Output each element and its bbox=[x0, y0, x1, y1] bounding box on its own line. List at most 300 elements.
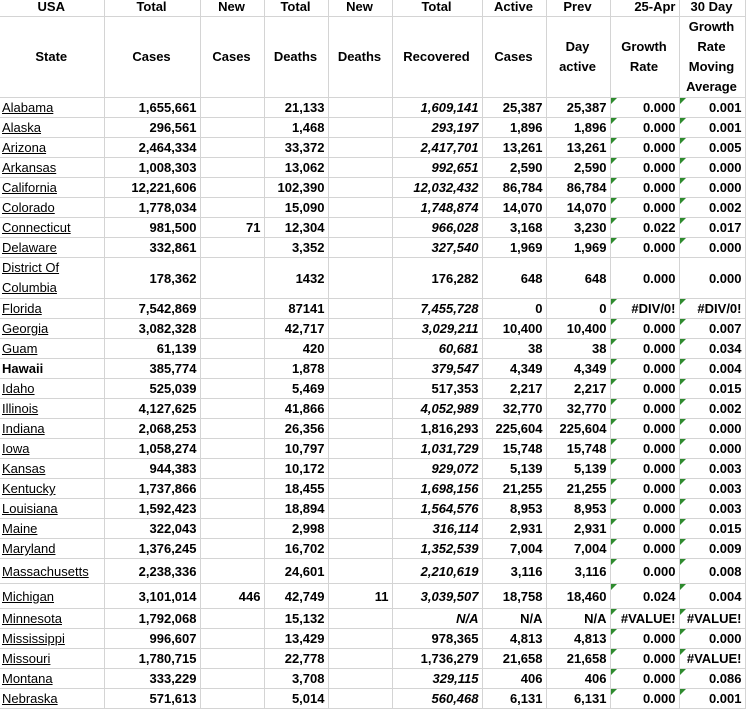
total-cases-cell[interactable]: 12,221,606 bbox=[104, 178, 200, 198]
active-cases-cell[interactable]: 4,813 bbox=[482, 629, 546, 649]
new-deaths-cell[interactable] bbox=[328, 238, 392, 258]
growth-rate-cell[interactable]: 0.000 bbox=[610, 118, 679, 138]
total-deaths-cell[interactable]: 10,797 bbox=[264, 439, 328, 459]
total-deaths-cell[interactable]: 420 bbox=[264, 339, 328, 359]
moving-average-cell[interactable]: 0.003 bbox=[679, 459, 745, 479]
moving-average-cell[interactable]: 0.000 bbox=[679, 158, 745, 178]
new-deaths-cell[interactable] bbox=[328, 519, 392, 539]
total-deaths-cell[interactable]: 24,601 bbox=[264, 559, 328, 584]
new-deaths-cell[interactable] bbox=[328, 459, 392, 479]
growth-rate-cell[interactable]: 0.022 bbox=[610, 218, 679, 238]
recovered-cell[interactable]: 929,072 bbox=[392, 459, 482, 479]
new-cases-cell[interactable] bbox=[200, 178, 264, 198]
total-deaths-cell[interactable]: 41,866 bbox=[264, 399, 328, 419]
growth-rate-cell[interactable]: 0.000 bbox=[610, 419, 679, 439]
moving-average-cell[interactable]: 0.008 bbox=[679, 559, 745, 584]
moving-average-cell[interactable]: 0.015 bbox=[679, 379, 745, 399]
state-name-cell[interactable]: Idaho bbox=[0, 379, 104, 399]
moving-average-cell[interactable]: 0.007 bbox=[679, 319, 745, 339]
recovered-cell[interactable]: 329,115 bbox=[392, 669, 482, 689]
new-cases-cell[interactable] bbox=[200, 459, 264, 479]
new-deaths-cell[interactable] bbox=[328, 138, 392, 158]
new-cases-cell[interactable] bbox=[200, 629, 264, 649]
growth-rate-cell[interactable]: 0.000 bbox=[610, 238, 679, 258]
total-cases-cell[interactable]: 2,068,253 bbox=[104, 419, 200, 439]
header-cell[interactable]: Total bbox=[392, 0, 482, 17]
moving-average-cell[interactable]: 0.009 bbox=[679, 539, 745, 559]
active-cases-cell[interactable]: 21,255 bbox=[482, 479, 546, 499]
active-cases-cell[interactable]: 15,748 bbox=[482, 439, 546, 459]
total-cases-cell[interactable]: 178,362 bbox=[104, 258, 200, 299]
recovered-cell[interactable]: 293,197 bbox=[392, 118, 482, 138]
recovered-cell[interactable]: 1,816,293 bbox=[392, 419, 482, 439]
new-deaths-cell[interactable] bbox=[328, 419, 392, 439]
total-deaths-cell[interactable]: 102,390 bbox=[264, 178, 328, 198]
total-deaths-cell[interactable]: 15,090 bbox=[264, 198, 328, 218]
prev-day-active-cell[interactable]: 6,131 bbox=[546, 689, 610, 709]
total-cases-cell[interactable]: 1,058,274 bbox=[104, 439, 200, 459]
moving-average-cell[interactable]: 0.000 bbox=[679, 238, 745, 258]
moving-average-cell[interactable]: 0.086 bbox=[679, 669, 745, 689]
active-cases-cell[interactable]: 10,400 bbox=[482, 319, 546, 339]
growth-rate-cell[interactable]: 0.000 bbox=[610, 379, 679, 399]
moving-average-cell[interactable]: 0.004 bbox=[679, 359, 745, 379]
total-cases-cell[interactable]: 981,500 bbox=[104, 218, 200, 238]
prev-day-active-cell[interactable]: 86,784 bbox=[546, 178, 610, 198]
header-cell[interactable]: Deaths bbox=[328, 17, 392, 98]
prev-day-active-cell[interactable]: 2,931 bbox=[546, 519, 610, 539]
total-deaths-cell[interactable]: 22,778 bbox=[264, 649, 328, 669]
total-deaths-cell[interactable]: 3,708 bbox=[264, 669, 328, 689]
total-deaths-cell[interactable]: 16,702 bbox=[264, 539, 328, 559]
new-cases-cell[interactable] bbox=[200, 609, 264, 629]
prev-day-active-cell[interactable]: 1,896 bbox=[546, 118, 610, 138]
moving-average-cell[interactable]: 0.001 bbox=[679, 118, 745, 138]
new-deaths-cell[interactable] bbox=[328, 339, 392, 359]
active-cases-cell[interactable]: 8,953 bbox=[482, 499, 546, 519]
recovered-cell[interactable]: 1,352,539 bbox=[392, 539, 482, 559]
new-cases-cell[interactable] bbox=[200, 359, 264, 379]
state-name-cell[interactable]: Maine bbox=[0, 519, 104, 539]
total-deaths-cell[interactable]: 3,352 bbox=[264, 238, 328, 258]
moving-average-cell[interactable]: 0.002 bbox=[679, 198, 745, 218]
growth-rate-cell[interactable]: 0.000 bbox=[610, 158, 679, 178]
new-deaths-cell[interactable] bbox=[328, 689, 392, 709]
new-deaths-cell[interactable] bbox=[328, 669, 392, 689]
state-name-cell[interactable]: Hawaii bbox=[0, 359, 104, 379]
prev-day-active-cell[interactable]: 406 bbox=[546, 669, 610, 689]
total-cases-cell[interactable]: 1,737,866 bbox=[104, 479, 200, 499]
total-deaths-cell[interactable]: 1432 bbox=[264, 258, 328, 299]
prev-day-active-cell[interactable]: 14,070 bbox=[546, 198, 610, 218]
new-cases-cell[interactable] bbox=[200, 319, 264, 339]
total-cases-cell[interactable]: 2,238,336 bbox=[104, 559, 200, 584]
state-name-cell[interactable]: Indiana bbox=[0, 419, 104, 439]
total-deaths-cell[interactable]: 5,014 bbox=[264, 689, 328, 709]
active-cases-cell[interactable]: 3,168 bbox=[482, 218, 546, 238]
header-cell[interactable]: 25-Apr bbox=[610, 0, 679, 17]
recovered-cell[interactable]: 1,564,576 bbox=[392, 499, 482, 519]
prev-day-active-cell[interactable]: N/A bbox=[546, 609, 610, 629]
total-deaths-cell[interactable]: 42,749 bbox=[264, 584, 328, 609]
moving-average-cell[interactable]: 0.000 bbox=[679, 629, 745, 649]
moving-average-cell[interactable]: 0.017 bbox=[679, 218, 745, 238]
moving-average-cell[interactable]: #VALUE! bbox=[679, 649, 745, 669]
total-deaths-cell[interactable]: 12,304 bbox=[264, 218, 328, 238]
moving-average-cell[interactable]: 0.000 bbox=[679, 178, 745, 198]
new-deaths-cell[interactable] bbox=[328, 629, 392, 649]
growth-rate-cell[interactable]: 0.000 bbox=[610, 359, 679, 379]
active-cases-cell[interactable]: 25,387 bbox=[482, 98, 546, 118]
recovered-cell[interactable]: 3,029,211 bbox=[392, 319, 482, 339]
new-deaths-cell[interactable] bbox=[328, 559, 392, 584]
prev-day-active-cell[interactable]: 25,387 bbox=[546, 98, 610, 118]
moving-average-cell[interactable]: 0.000 bbox=[679, 439, 745, 459]
prev-day-active-cell[interactable]: 2,590 bbox=[546, 158, 610, 178]
new-cases-cell[interactable] bbox=[200, 539, 264, 559]
total-cases-cell[interactable]: 333,229 bbox=[104, 669, 200, 689]
recovered-cell[interactable]: 966,028 bbox=[392, 218, 482, 238]
active-cases-cell[interactable]: 7,004 bbox=[482, 539, 546, 559]
total-deaths-cell[interactable]: 10,172 bbox=[264, 459, 328, 479]
header-cell[interactable]: Cases bbox=[104, 17, 200, 98]
growth-rate-cell[interactable]: 0.000 bbox=[610, 198, 679, 218]
state-name-cell[interactable]: Missouri bbox=[0, 649, 104, 669]
header-cell[interactable]: 30 Day bbox=[679, 0, 745, 17]
header-cell[interactable]: Day active bbox=[546, 17, 610, 98]
total-deaths-cell[interactable]: 13,062 bbox=[264, 158, 328, 178]
recovered-cell[interactable]: 1,736,279 bbox=[392, 649, 482, 669]
total-deaths-cell[interactable]: 87141 bbox=[264, 299, 328, 319]
prev-day-active-cell[interactable]: 0 bbox=[546, 299, 610, 319]
recovered-cell[interactable]: 1,031,729 bbox=[392, 439, 482, 459]
total-cases-cell[interactable]: 1,592,423 bbox=[104, 499, 200, 519]
state-name-cell[interactable]: Michigan bbox=[0, 584, 104, 609]
recovered-cell[interactable]: 379,547 bbox=[392, 359, 482, 379]
new-cases-cell[interactable] bbox=[200, 689, 264, 709]
state-name-cell[interactable]: Colorado bbox=[0, 198, 104, 218]
recovered-cell[interactable]: 560,468 bbox=[392, 689, 482, 709]
total-cases-cell[interactable]: 1,792,068 bbox=[104, 609, 200, 629]
header-cell[interactable]: Cases bbox=[200, 17, 264, 98]
active-cases-cell[interactable]: 3,116 bbox=[482, 559, 546, 584]
new-deaths-cell[interactable] bbox=[328, 178, 392, 198]
total-deaths-cell[interactable]: 13,429 bbox=[264, 629, 328, 649]
new-cases-cell[interactable] bbox=[200, 419, 264, 439]
header-cell[interactable]: New bbox=[328, 0, 392, 17]
active-cases-cell[interactable]: 2,217 bbox=[482, 379, 546, 399]
active-cases-cell[interactable]: 2,931 bbox=[482, 519, 546, 539]
new-cases-cell[interactable] bbox=[200, 98, 264, 118]
total-deaths-cell[interactable]: 21,133 bbox=[264, 98, 328, 118]
new-deaths-cell[interactable]: 11 bbox=[328, 584, 392, 609]
total-deaths-cell[interactable]: 2,998 bbox=[264, 519, 328, 539]
active-cases-cell[interactable]: 5,139 bbox=[482, 459, 546, 479]
growth-rate-cell[interactable]: #VALUE! bbox=[610, 609, 679, 629]
moving-average-cell[interactable]: #DIV/0! bbox=[679, 299, 745, 319]
new-cases-cell[interactable] bbox=[200, 439, 264, 459]
header-cell[interactable]: Active bbox=[482, 0, 546, 17]
growth-rate-cell[interactable]: 0.000 bbox=[610, 559, 679, 584]
total-cases-cell[interactable]: 3,082,328 bbox=[104, 319, 200, 339]
new-deaths-cell[interactable] bbox=[328, 198, 392, 218]
recovered-cell[interactable]: 7,455,728 bbox=[392, 299, 482, 319]
recovered-cell[interactable]: 12,032,432 bbox=[392, 178, 482, 198]
state-name-cell[interactable]: Kentucky bbox=[0, 479, 104, 499]
total-deaths-cell[interactable]: 1,468 bbox=[264, 118, 328, 138]
state-name-cell[interactable]: Alaska bbox=[0, 118, 104, 138]
growth-rate-cell[interactable]: 0.000 bbox=[610, 689, 679, 709]
growth-rate-cell[interactable]: 0.000 bbox=[610, 399, 679, 419]
header-cell[interactable]: Total bbox=[104, 0, 200, 17]
new-deaths-cell[interactable] bbox=[328, 649, 392, 669]
state-name-cell[interactable]: Delaware bbox=[0, 238, 104, 258]
growth-rate-cell[interactable]: 0.000 bbox=[610, 669, 679, 689]
new-deaths-cell[interactable] bbox=[328, 118, 392, 138]
moving-average-cell[interactable]: 0.005 bbox=[679, 138, 745, 158]
active-cases-cell[interactable]: 21,658 bbox=[482, 649, 546, 669]
state-name-cell[interactable]: Maryland bbox=[0, 539, 104, 559]
active-cases-cell[interactable]: 0 bbox=[482, 299, 546, 319]
new-cases-cell[interactable] bbox=[200, 669, 264, 689]
growth-rate-cell[interactable]: 0.000 bbox=[610, 319, 679, 339]
prev-day-active-cell[interactable]: 18,460 bbox=[546, 584, 610, 609]
growth-rate-cell[interactable]: 0.000 bbox=[610, 629, 679, 649]
total-cases-cell[interactable]: 1,780,715 bbox=[104, 649, 200, 669]
active-cases-cell[interactable]: 18,758 bbox=[482, 584, 546, 609]
state-name-cell[interactable]: Montana bbox=[0, 669, 104, 689]
new-cases-cell[interactable]: 71 bbox=[200, 218, 264, 238]
total-cases-cell[interactable]: 1,778,034 bbox=[104, 198, 200, 218]
growth-rate-cell[interactable]: 0.000 bbox=[610, 459, 679, 479]
new-deaths-cell[interactable] bbox=[328, 319, 392, 339]
state-name-cell[interactable]: Illinois bbox=[0, 399, 104, 419]
active-cases-cell[interactable]: 86,784 bbox=[482, 178, 546, 198]
total-cases-cell[interactable]: 2,464,334 bbox=[104, 138, 200, 158]
state-name-cell[interactable]: Alabama bbox=[0, 98, 104, 118]
new-cases-cell[interactable] bbox=[200, 198, 264, 218]
new-deaths-cell[interactable] bbox=[328, 158, 392, 178]
state-name-cell[interactable]: Massachusetts bbox=[0, 559, 104, 584]
moving-average-cell[interactable]: 0.002 bbox=[679, 399, 745, 419]
growth-rate-cell[interactable]: 0.000 bbox=[610, 439, 679, 459]
new-deaths-cell[interactable] bbox=[328, 299, 392, 319]
active-cases-cell[interactable]: 225,604 bbox=[482, 419, 546, 439]
recovered-cell[interactable]: 327,540 bbox=[392, 238, 482, 258]
state-name-cell[interactable]: Louisiana bbox=[0, 499, 104, 519]
active-cases-cell[interactable]: 406 bbox=[482, 669, 546, 689]
growth-rate-cell[interactable]: 0.000 bbox=[610, 258, 679, 299]
total-cases-cell[interactable]: 7,542,869 bbox=[104, 299, 200, 319]
new-cases-cell[interactable] bbox=[200, 258, 264, 299]
total-cases-cell[interactable]: 61,139 bbox=[104, 339, 200, 359]
total-cases-cell[interactable]: 571,613 bbox=[104, 689, 200, 709]
total-deaths-cell[interactable]: 33,372 bbox=[264, 138, 328, 158]
prev-day-active-cell[interactable]: 21,658 bbox=[546, 649, 610, 669]
state-name-cell[interactable]: District Of Columbia bbox=[0, 258, 104, 299]
total-deaths-cell[interactable]: 15,132 bbox=[264, 609, 328, 629]
header-cell[interactable]: Recovered bbox=[392, 17, 482, 98]
new-deaths-cell[interactable] bbox=[328, 439, 392, 459]
prev-day-active-cell[interactable]: 15,748 bbox=[546, 439, 610, 459]
new-deaths-cell[interactable] bbox=[328, 399, 392, 419]
growth-rate-cell[interactable]: 0.000 bbox=[610, 178, 679, 198]
growth-rate-cell[interactable]: 0.000 bbox=[610, 519, 679, 539]
prev-day-active-cell[interactable]: 13,261 bbox=[546, 138, 610, 158]
prev-day-active-cell[interactable]: 4,813 bbox=[546, 629, 610, 649]
recovered-cell[interactable]: 1,748,874 bbox=[392, 198, 482, 218]
header-cell[interactable]: Cases bbox=[482, 17, 546, 98]
growth-rate-cell[interactable]: 0.000 bbox=[610, 499, 679, 519]
new-cases-cell[interactable] bbox=[200, 399, 264, 419]
active-cases-cell[interactable]: 6,131 bbox=[482, 689, 546, 709]
recovered-cell[interactable]: 316,114 bbox=[392, 519, 482, 539]
recovered-cell[interactable]: 1,609,141 bbox=[392, 98, 482, 118]
moving-average-cell[interactable]: 0.003 bbox=[679, 499, 745, 519]
total-cases-cell[interactable]: 944,383 bbox=[104, 459, 200, 479]
new-cases-cell[interactable] bbox=[200, 499, 264, 519]
recovered-cell[interactable]: 60,681 bbox=[392, 339, 482, 359]
active-cases-cell[interactable]: 38 bbox=[482, 339, 546, 359]
growth-rate-cell[interactable]: 0.000 bbox=[610, 339, 679, 359]
state-name-cell[interactable]: Guam bbox=[0, 339, 104, 359]
recovered-cell[interactable]: 1,698,156 bbox=[392, 479, 482, 499]
state-name-cell[interactable]: Arkansas bbox=[0, 158, 104, 178]
recovered-cell[interactable]: 517,353 bbox=[392, 379, 482, 399]
recovered-cell[interactable]: 3,039,507 bbox=[392, 584, 482, 609]
new-cases-cell[interactable] bbox=[200, 559, 264, 584]
prev-day-active-cell[interactable]: 21,255 bbox=[546, 479, 610, 499]
header-cell[interactable]: New bbox=[200, 0, 264, 17]
state-name-cell[interactable]: California bbox=[0, 178, 104, 198]
total-deaths-cell[interactable]: 18,455 bbox=[264, 479, 328, 499]
prev-day-active-cell[interactable]: 7,004 bbox=[546, 539, 610, 559]
header-cell[interactable]: USA bbox=[0, 0, 104, 17]
recovered-cell[interactable]: 992,651 bbox=[392, 158, 482, 178]
moving-average-cell[interactable]: 0.004 bbox=[679, 584, 745, 609]
state-name-cell[interactable]: Minnesota bbox=[0, 609, 104, 629]
active-cases-cell[interactable]: N/A bbox=[482, 609, 546, 629]
total-deaths-cell[interactable]: 26,356 bbox=[264, 419, 328, 439]
active-cases-cell[interactable]: 14,070 bbox=[482, 198, 546, 218]
recovered-cell[interactable]: 978,365 bbox=[392, 629, 482, 649]
state-name-cell[interactable]: Georgia bbox=[0, 319, 104, 339]
total-deaths-cell[interactable]: 5,469 bbox=[264, 379, 328, 399]
header-cell[interactable]: Growth Rate Moving Average bbox=[679, 17, 745, 98]
new-deaths-cell[interactable] bbox=[328, 499, 392, 519]
header-cell[interactable]: Deaths bbox=[264, 17, 328, 98]
state-name-cell[interactable]: Iowa bbox=[0, 439, 104, 459]
growth-rate-cell[interactable]: 0.000 bbox=[610, 539, 679, 559]
new-cases-cell[interactable] bbox=[200, 238, 264, 258]
prev-day-active-cell[interactable]: 3,116 bbox=[546, 559, 610, 584]
header-cell[interactable]: State bbox=[0, 17, 104, 98]
recovered-cell[interactable]: 2,210,619 bbox=[392, 559, 482, 584]
header-cell[interactable]: Total bbox=[264, 0, 328, 17]
new-cases-cell[interactable] bbox=[200, 138, 264, 158]
total-cases-cell[interactable]: 3,101,014 bbox=[104, 584, 200, 609]
state-name-cell[interactable]: Florida bbox=[0, 299, 104, 319]
new-deaths-cell[interactable] bbox=[328, 609, 392, 629]
moving-average-cell[interactable]: 0.000 bbox=[679, 419, 745, 439]
state-name-cell[interactable]: Connecticut bbox=[0, 218, 104, 238]
new-cases-cell[interactable] bbox=[200, 479, 264, 499]
total-cases-cell[interactable]: 1,008,303 bbox=[104, 158, 200, 178]
growth-rate-cell[interactable]: #DIV/0! bbox=[610, 299, 679, 319]
state-name-cell[interactable]: Kansas bbox=[0, 459, 104, 479]
state-name-cell[interactable]: Arizona bbox=[0, 138, 104, 158]
moving-average-cell[interactable]: 0.003 bbox=[679, 479, 745, 499]
recovered-cell[interactable]: 176,282 bbox=[392, 258, 482, 299]
new-deaths-cell[interactable] bbox=[328, 539, 392, 559]
state-name-cell[interactable]: Mississippi bbox=[0, 629, 104, 649]
prev-day-active-cell[interactable]: 38 bbox=[546, 339, 610, 359]
recovered-cell[interactable]: 4,052,989 bbox=[392, 399, 482, 419]
prev-day-active-cell[interactable]: 8,953 bbox=[546, 499, 610, 519]
new-deaths-cell[interactable] bbox=[328, 218, 392, 238]
prev-day-active-cell[interactable]: 648 bbox=[546, 258, 610, 299]
prev-day-active-cell[interactable]: 1,969 bbox=[546, 238, 610, 258]
total-cases-cell[interactable]: 296,561 bbox=[104, 118, 200, 138]
new-cases-cell[interactable] bbox=[200, 299, 264, 319]
new-deaths-cell[interactable] bbox=[328, 359, 392, 379]
active-cases-cell[interactable]: 2,590 bbox=[482, 158, 546, 178]
active-cases-cell[interactable]: 4,349 bbox=[482, 359, 546, 379]
prev-day-active-cell[interactable]: 2,217 bbox=[546, 379, 610, 399]
new-cases-cell[interactable] bbox=[200, 339, 264, 359]
prev-day-active-cell[interactable]: 4,349 bbox=[546, 359, 610, 379]
header-cell[interactable]: Prev bbox=[546, 0, 610, 17]
new-cases-cell[interactable] bbox=[200, 519, 264, 539]
moving-average-cell[interactable]: #VALUE! bbox=[679, 609, 745, 629]
total-cases-cell[interactable]: 996,607 bbox=[104, 629, 200, 649]
total-deaths-cell[interactable]: 42,717 bbox=[264, 319, 328, 339]
new-cases-cell[interactable] bbox=[200, 649, 264, 669]
prev-day-active-cell[interactable]: 10,400 bbox=[546, 319, 610, 339]
recovered-cell[interactable]: N/A bbox=[392, 609, 482, 629]
new-cases-cell[interactable] bbox=[200, 118, 264, 138]
growth-rate-cell[interactable]: 0.000 bbox=[610, 649, 679, 669]
growth-rate-cell[interactable]: 0.000 bbox=[610, 138, 679, 158]
prev-day-active-cell[interactable]: 225,604 bbox=[546, 419, 610, 439]
total-cases-cell[interactable]: 4,127,625 bbox=[104, 399, 200, 419]
total-cases-cell[interactable]: 385,774 bbox=[104, 359, 200, 379]
new-cases-cell[interactable]: 446 bbox=[200, 584, 264, 609]
moving-average-cell[interactable]: 0.034 bbox=[679, 339, 745, 359]
prev-day-active-cell[interactable]: 5,139 bbox=[546, 459, 610, 479]
total-deaths-cell[interactable]: 1,878 bbox=[264, 359, 328, 379]
growth-rate-cell[interactable]: 0.000 bbox=[610, 479, 679, 499]
active-cases-cell[interactable]: 32,770 bbox=[482, 399, 546, 419]
new-deaths-cell[interactable] bbox=[328, 258, 392, 299]
moving-average-cell[interactable]: 0.001 bbox=[679, 98, 745, 118]
new-deaths-cell[interactable] bbox=[328, 98, 392, 118]
active-cases-cell[interactable]: 13,261 bbox=[482, 138, 546, 158]
active-cases-cell[interactable]: 648 bbox=[482, 258, 546, 299]
moving-average-cell[interactable]: 0.001 bbox=[679, 689, 745, 709]
new-deaths-cell[interactable] bbox=[328, 379, 392, 399]
prev-day-active-cell[interactable]: 32,770 bbox=[546, 399, 610, 419]
total-cases-cell[interactable]: 332,861 bbox=[104, 238, 200, 258]
state-name-cell[interactable]: Nebraska bbox=[0, 689, 104, 709]
total-cases-cell[interactable]: 322,043 bbox=[104, 519, 200, 539]
total-deaths-cell[interactable]: 18,894 bbox=[264, 499, 328, 519]
active-cases-cell[interactable]: 1,969 bbox=[482, 238, 546, 258]
new-cases-cell[interactable] bbox=[200, 158, 264, 178]
recovered-cell[interactable]: 2,417,701 bbox=[392, 138, 482, 158]
total-cases-cell[interactable]: 525,039 bbox=[104, 379, 200, 399]
total-cases-cell[interactable]: 1,376,245 bbox=[104, 539, 200, 559]
